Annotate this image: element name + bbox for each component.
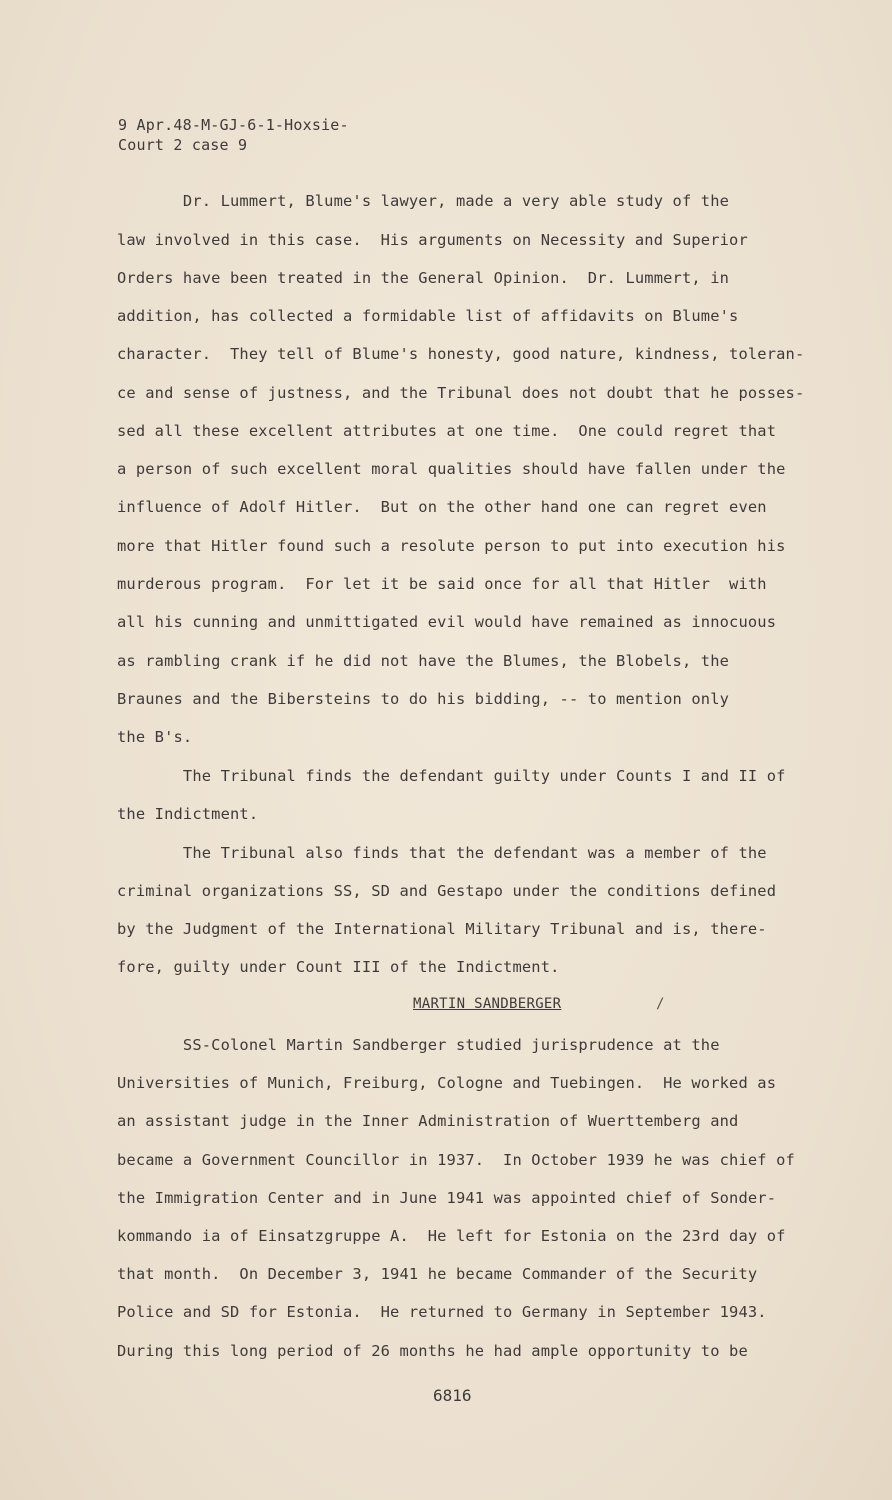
text-line: fore, guilty under Count III of the Indictment.	[117, 958, 560, 976]
text-line: During this long period of 26 months he had ample opportunity to be	[117, 1342, 748, 1360]
text-line: Dr. Lummert, Blume's lawyer, made a very able study of the	[117, 192, 730, 210]
text-line: murderous program. For let it be said once for all that Hitler with	[117, 575, 767, 593]
text-line: Orders have been treated in the General Opinion. Dr. Lummert, in	[117, 269, 730, 287]
document-header	[118, 115, 349, 155]
text-line: influence of Adolf Hitler. But on the other hand one can regret even	[117, 498, 767, 516]
text-line: addition, has collected a formidable list of affidavits on Blume's	[117, 307, 739, 325]
text-line: an assistant judge in the Inner Administration of Wuerttemberg and	[117, 1112, 739, 1130]
text-line: the Immigration Center and in June 1941 was appointed chief of Sonder-	[117, 1189, 777, 1207]
text-line: a person of such excellent moral qualities should have fallen under the	[117, 460, 786, 478]
text-line: that month. On December 3, 1941 he became Commander of the Security	[117, 1265, 758, 1283]
text-line: became a Government Councillor in 1937. In October 1939 he was chief of	[117, 1151, 795, 1169]
pencil-tick-mark: /	[656, 996, 665, 1012]
text-line: by the Judgment of the International Military Tribunal and is, there-	[117, 920, 767, 938]
page-number: 6816	[433, 1386, 472, 1405]
text-line: criminal organizations SS, SD and Gestapo under the conditions defined	[117, 882, 777, 900]
text-line: law involved in this case. His arguments on Necessity and Superior	[117, 231, 748, 249]
text-line: SS-Colonel Martin Sandberger studied jurisprudence at the	[117, 1036, 720, 1054]
text-line: kommando ia of Einsatzgruppe A. He left for Estonia on the 23rd day of	[117, 1227, 786, 1245]
text-line: Police and SD for Estonia. He returned to Germany in September 1943.	[117, 1303, 767, 1321]
text-line: Universities of Munich, Freiburg, Cologne and Tuebingen. He worked as	[117, 1074, 777, 1092]
text-line: the Indictment.	[117, 805, 259, 823]
header-court-line: Court 2 case 9	[118, 136, 248, 154]
text-line: character. They tell of Blume's honesty, good nature, kindness, toleran-	[117, 345, 805, 363]
section-title: MARTIN SANDBERGER	[413, 996, 562, 1012]
text-line: ce and sense of justness, and the Tribunal does not doubt that he posses-	[117, 384, 805, 402]
text-line: as rambling crank if he did not have the Blumes, the Blobels, the	[117, 652, 730, 670]
text-line: the B's.	[117, 728, 193, 746]
header-reference-line: 9 Apr.48-M-GJ-6-1-Hoxsie-	[118, 116, 349, 134]
text-line: The Tribunal finds the defendant guilty under Counts I and II of	[117, 767, 786, 785]
text-line: Braunes and the Bibersteins to do his bidding, -- to mention only	[117, 690, 730, 708]
text-line: The Tribunal also finds that the defendant was a member of the	[117, 844, 767, 862]
text-line: sed all these excellent attributes at one time. One could regret that	[117, 422, 777, 440]
text-line: more that Hitler found such a resolute person to put into execution his	[117, 537, 786, 555]
text-line: all his cunning and unmittigated evil would have remained as innocuous	[117, 613, 777, 631]
